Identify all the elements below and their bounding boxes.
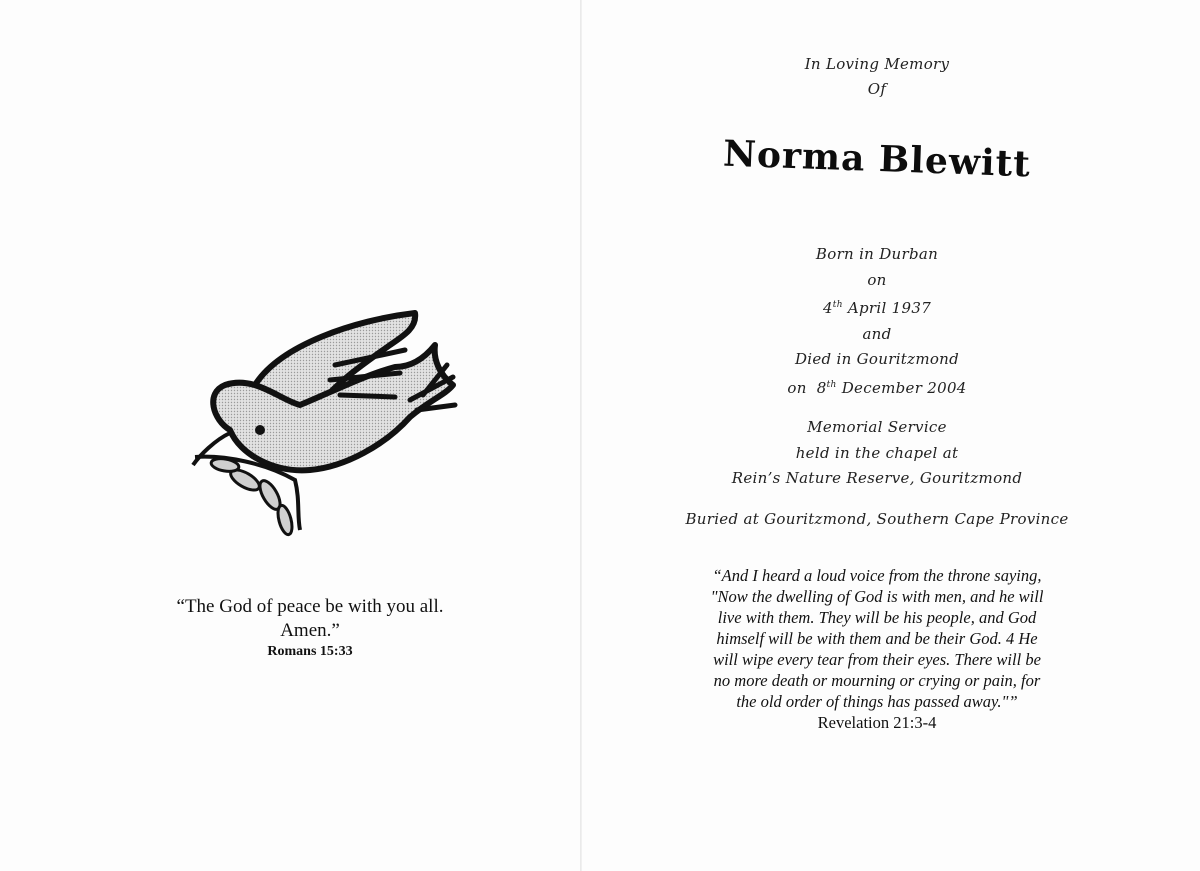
intro-line: In Loving Memory bbox=[804, 55, 950, 73]
memorial-service bbox=[582, 415, 1172, 492]
verse-line: himself will be with them and be their God. 4 He bbox=[716, 629, 1038, 648]
burial-info bbox=[582, 510, 1172, 528]
death-date bbox=[582, 373, 1172, 402]
verse-reference: Revelation 21:3-4 bbox=[817, 713, 937, 732]
buried-line: Buried at Gouritzmond, Southern Cape Province bbox=[685, 510, 1069, 528]
deceased-name: Norma Blewitt bbox=[722, 132, 1032, 186]
verse-line: the old order of things has passed away."” bbox=[736, 692, 1018, 711]
verse-line: "Now the dwelling of God is with men, and he will bbox=[710, 587, 1044, 606]
left-panel bbox=[0, 0, 580, 871]
verse-line: live with them. They will be his people, and God bbox=[717, 608, 1037, 627]
death-suffix: th bbox=[826, 379, 837, 390]
born-line: Born in Durban bbox=[815, 245, 939, 263]
verse-reference: Romans 15:33 bbox=[267, 644, 353, 659]
verse-line: no more death or mourning or crying or pain, for bbox=[713, 671, 1041, 690]
service-title: Memorial Service bbox=[807, 418, 947, 436]
service-line: held in the chapel at bbox=[795, 443, 959, 462]
death-day: 8 bbox=[816, 378, 827, 397]
life-details bbox=[582, 242, 1172, 401]
death-month-year: December 2004 bbox=[841, 378, 967, 397]
verse-line: “The God of peace be with you all. bbox=[176, 596, 444, 617]
birth-month-year: April 1937 bbox=[847, 299, 932, 317]
on-line: on bbox=[867, 270, 887, 289]
verse-line: will wipe every tear from their eyes. There will be bbox=[713, 650, 1041, 669]
verse-line: Amen.” bbox=[280, 620, 340, 641]
birth-suffix: th bbox=[832, 300, 843, 310]
birth-date bbox=[582, 293, 1172, 322]
verse-line: “And I heard a loud voice from the throne saying, bbox=[712, 566, 1042, 585]
dove-with-olive-branch-icon bbox=[185, 305, 460, 540]
died-line: Died in Gouritzmond bbox=[794, 350, 960, 368]
left-verse bbox=[110, 595, 510, 661]
intro-line: Of bbox=[867, 80, 887, 98]
birth-day: 4 bbox=[822, 299, 833, 317]
intro-heading bbox=[582, 52, 1172, 102]
service-location: Rein’s Nature Reserve, Gouritzmond bbox=[731, 469, 1023, 487]
on-word: on bbox=[787, 378, 807, 397]
right-verse bbox=[682, 565, 1072, 733]
and-line: and bbox=[862, 324, 892, 343]
right-panel bbox=[582, 0, 1200, 871]
